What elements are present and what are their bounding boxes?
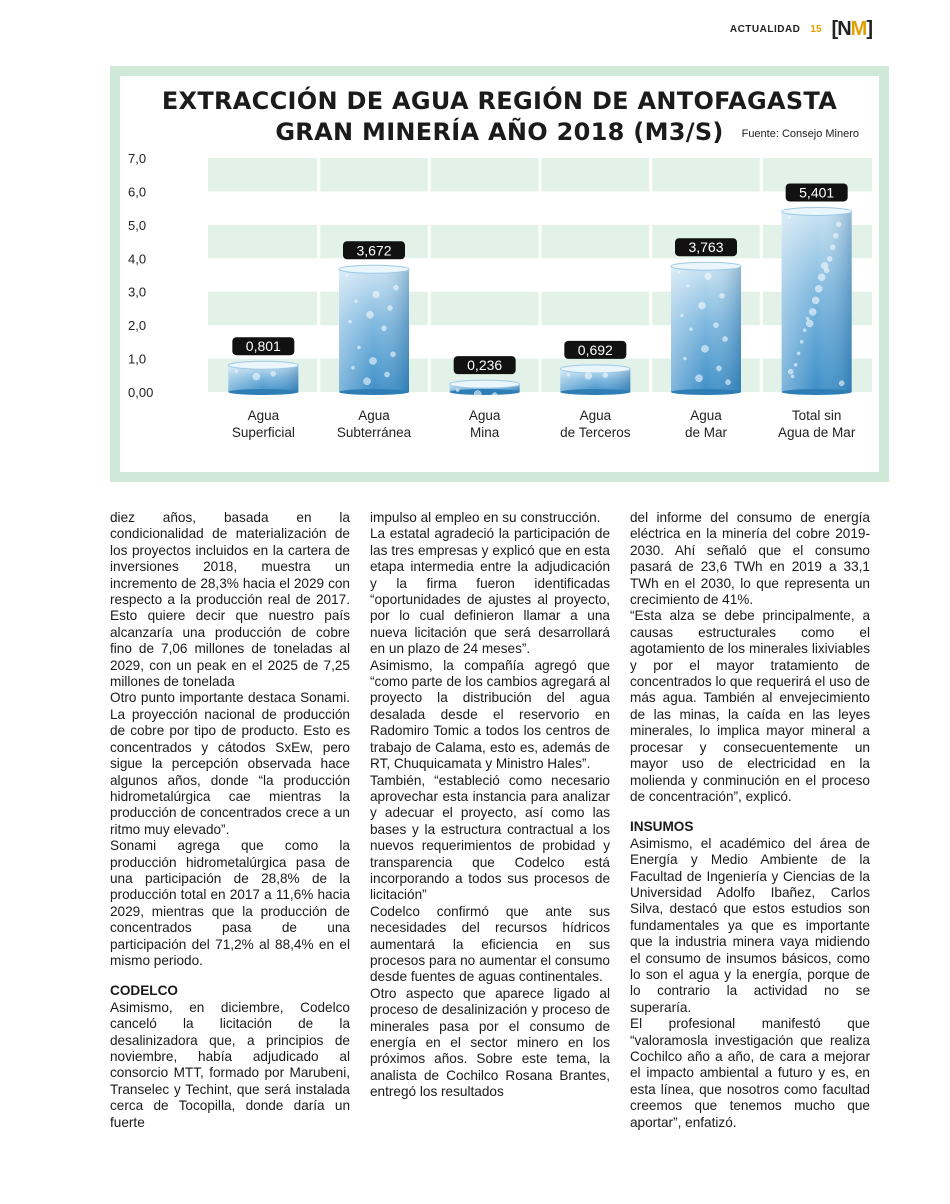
water-bubble [720,293,725,298]
bar-base [782,389,852,395]
y-tick-label: 4,0 [128,251,147,267]
bar-chart [120,76,879,472]
article-paragraph: Asimismo, el académico del área de Energía y Medio Ambiente de la Facultad de Ingeniería y Ciencias de la Universidad Adolfo Ibañez, Carlos Silva, destacó que estos estudios son fundamentales ya que es importante que la industria minera vaya midiendo el consumo de insumos básicos, como lo son el agua y la energía, porque de lo contrario la actividad no se superaría. [630,835,870,1015]
page-header [730,18,872,41]
water-bubble [839,381,844,386]
value-label: 0,692 [577,341,613,358]
water-bubble [585,372,592,379]
water-bubble [830,245,835,250]
category-label: Superficial [231,425,295,440]
article-paragraph: También, “estableció como necesario aprovechar esta instancia para analizar y adecuar el proyecto, así como las bases y la estructura contractual a los nuevos requerimientos de probidad y transparencia que Codelco está incorporando a todos sus procesos de licitación” [370,772,610,903]
water-bubble [567,373,570,376]
article-paragraph: del informe del consumo de energía eléctrica en la minería del cobre 2019-2030. Ahí señaló que el consumo pasará de 23,6 TWh en 2019 a 33,1 TWh en el 2030, lo que representa un crecimiento de 41%. [630,510,870,608]
water-bubble [812,297,819,304]
water-bubble [797,352,800,355]
article-paragraph: Otro punto importante destaca Sonami. La proyección nacional de producción de cobre por tipo de producto. Esto es concentrados y cátodos SxEw, pero sigue la percepción observada hace algunos años, donde “la producción hidrometalúrgica cae mientras la producción de concentrados crece a un ritmo muy elevado”. [110,690,350,837]
water-bubble [705,273,712,280]
water-bubble [492,393,497,398]
article-paragraph: El profesional manifestó que “valoramosla investigación que realiza Cochilco año a año, de cara a mejorar el impacto ambiental a futuro y es, en esta línea, que nosotros como facultad creemos que tenemos mucho que aportar”, enfatizó. [630,1016,870,1130]
value-label: 5,401 [799,184,835,201]
y-tick-label: 2,0 [128,318,147,334]
article-body [110,510,870,1131]
water-bubble [382,326,387,331]
category-label: Subterránea [336,425,412,440]
y-tick-label: 1,0 [128,351,147,367]
water-bubble [388,306,393,311]
water-bubble [456,389,459,392]
article-paragraph: Sonami agrega que como la producción hidrometalúrgica pasa de una participación de 28,8% de la producción total en 2017 a 11,6% hacia 2029, mientras que la producción de concentrados pasa de una participación del 71,2% al 88,4% en el mismo periodo. [110,838,350,968]
bar-base [228,389,298,395]
y-tick-label: 3,0 [128,284,147,300]
water-bubble [352,366,355,369]
logo-n: N [837,18,851,40]
water-bubble [349,320,352,323]
water-bubble [253,373,260,380]
category-label: Agua [247,408,280,423]
category-label: Total sin [791,408,842,423]
y-tick-label: 5,0 [128,217,147,233]
bar-water-surface [228,361,298,369]
bar-base [560,389,630,395]
water-bubble [714,323,719,328]
article-paragraph: Codelco confirmó que ante sus necesidades del recursos hídricos aumentará la eficiencia en sus procesos para no aumentar el consumo desde fuentes de aguas continentales. [370,903,610,985]
category-label: Agua [468,408,501,423]
water-bubble [788,216,791,219]
water-bubble [373,291,380,298]
value-label: 0,801 [245,338,281,355]
water-bubble [271,371,276,376]
water-bubble [803,329,806,332]
article-paragraph: Asimismo, en diciembre, Codelco canceló la licitación de la desalinizadora que, a principios de noviembre, había adjudicado al consorcio MTT, formado por Marubeni, Transelec y Techint, que será instalada cerca de Tocopilla, donde daría un fuerte [110,999,350,1130]
article-paragraph: Asimismo, la compañía agregó que “como parte de los cambios agregará al proyecto la distribución del agua desalada desde el reservorio en Radomiro Tomic a todos los centros de trabajo de Calama, esto es, además de RT, Chuquicamata y Ministro Hales”. [370,657,610,772]
bar-base [671,389,741,395]
water-bubble [355,300,358,303]
chart-title-line2: GRAN MINERÍA AÑO 2018 (M3/S) [275,118,724,146]
chart-title-line1: EXTRACCIÓN DE AGUA REGIÓN DE ANTOFAGASTA [161,87,838,115]
bar-base [450,389,520,395]
value-label: 0,236 [467,357,503,374]
water-bubble [821,262,828,269]
water-bubble [800,340,803,343]
category-label: Agua [690,408,722,423]
water-bubble [788,369,793,374]
water-bubble [681,314,684,317]
y-tick-label: 6,0 [128,184,147,200]
category-label: Agua [358,408,390,423]
water-bubble [696,375,703,382]
water-bubble [687,285,690,288]
water-bubble [818,274,825,281]
water-bubble [836,222,841,227]
water-bubble [678,271,681,274]
water-bubble [827,256,832,261]
water-bubble [702,345,709,352]
article-paragraph: diez años, basada en la condicionalidad de materialización de los proyectos incluidos en la cartera de inversiones 2018, muestra un incremento de 28,3% hacia el 2029 con respecto a la producción real de 2017. Esto quiere decir que nuestro país alcanzaría una producción de cobre fino de 7,06 millones de toneladas al 2029, con un peak en el 2025 de 7,25 millones de tonelada [110,510,350,690]
value-label: 3,763 [688,239,724,256]
category-label: Agua de Mar [778,425,856,440]
water-bubble [794,363,797,366]
bar-water-surface [671,262,741,270]
water-bubble [385,372,390,377]
section-heading: INSUMOS [630,819,694,835]
article-paragraph: Otro aspecto que aparece ligado al proceso de desalinización y proceso de minerales pasa por el consumo de energía en el sector minero en los próximos años. Sobre este tema, la analista de Cochilco Rosana Brantes, entregó los resultados [370,985,610,1100]
water-bubble [791,375,794,378]
water-bubble [684,357,687,360]
article-paragraph: impulso al empleo en su construcción. [370,510,601,525]
water-bubble [806,320,813,327]
water-bubble [806,317,809,320]
category-label: Mina [470,425,500,440]
water-bubble [603,373,608,378]
water-bubble [833,233,838,238]
article-paragraph: “Esta alza se debe principalmente, a causas estructurales como el agotamiento de los minerales lixiviables y por el mayor tratamiento de concentrados lo que requerirá el uso de más agua. También al envejecimiento de las minas, la caída en las leyes minerales, lo implica mayor mineral a procesar y consecuentemente un mayor uso de electricidad en la molienda y conminución en el proceso de concentración”, explicó. [630,608,870,804]
article-column-2 [370,510,610,1131]
chart-area [120,76,879,472]
y-tick-label: 0,00 [128,385,154,400]
logo-m: M [850,18,867,40]
water-bubble [358,346,361,349]
article-paragraph: La estatal agradeció la participación de las tres empresas y explicó que en esta etapa intermedia entre la adjudicación y la firma fueron identificadas “oportunidades de ajustes al proyecto, por lo cual definieron llamar a una nueva licitación que será desarrollará en un plazo de 24 meses”. [370,526,610,657]
magazine-logo: [NM] [831,18,872,40]
category-label: de Mar [684,425,728,440]
page-number: 15 [810,24,822,35]
category-label: de Terceros [560,425,631,440]
water-bubble [367,311,374,318]
water-bubble [391,352,396,357]
water-bubble [474,391,481,398]
article-column-1 [110,510,350,1131]
water-bubble [699,302,706,309]
water-bubble [726,380,731,385]
bar-water-surface [339,265,409,273]
water-bubble [690,328,693,331]
section-heading: CODELCO [110,983,178,999]
water-bubble [394,285,399,290]
article-column-3 [630,510,870,1131]
chart-source: Fuente: Consejo Minero [741,128,859,140]
water-bubble [723,337,728,342]
bar-water-surface [782,207,852,215]
water-bubble [346,274,349,277]
water-bubble [717,366,722,371]
section-label: ACTUALIDAD [729,24,801,35]
water-bubble [815,285,822,292]
bar-base [339,389,409,395]
water-bubble [809,308,816,315]
category-label: Agua [579,408,612,423]
water-bubble [370,358,377,365]
y-tick-label: 7,0 [128,151,147,166]
chart-frame [110,66,889,482]
bar-water-surface [560,365,630,373]
bar-shading [671,266,741,392]
water-bubble [364,378,371,385]
value-label: 3,672 [356,242,392,259]
water-bubble [235,370,238,373]
bar-water-surface [450,380,520,388]
